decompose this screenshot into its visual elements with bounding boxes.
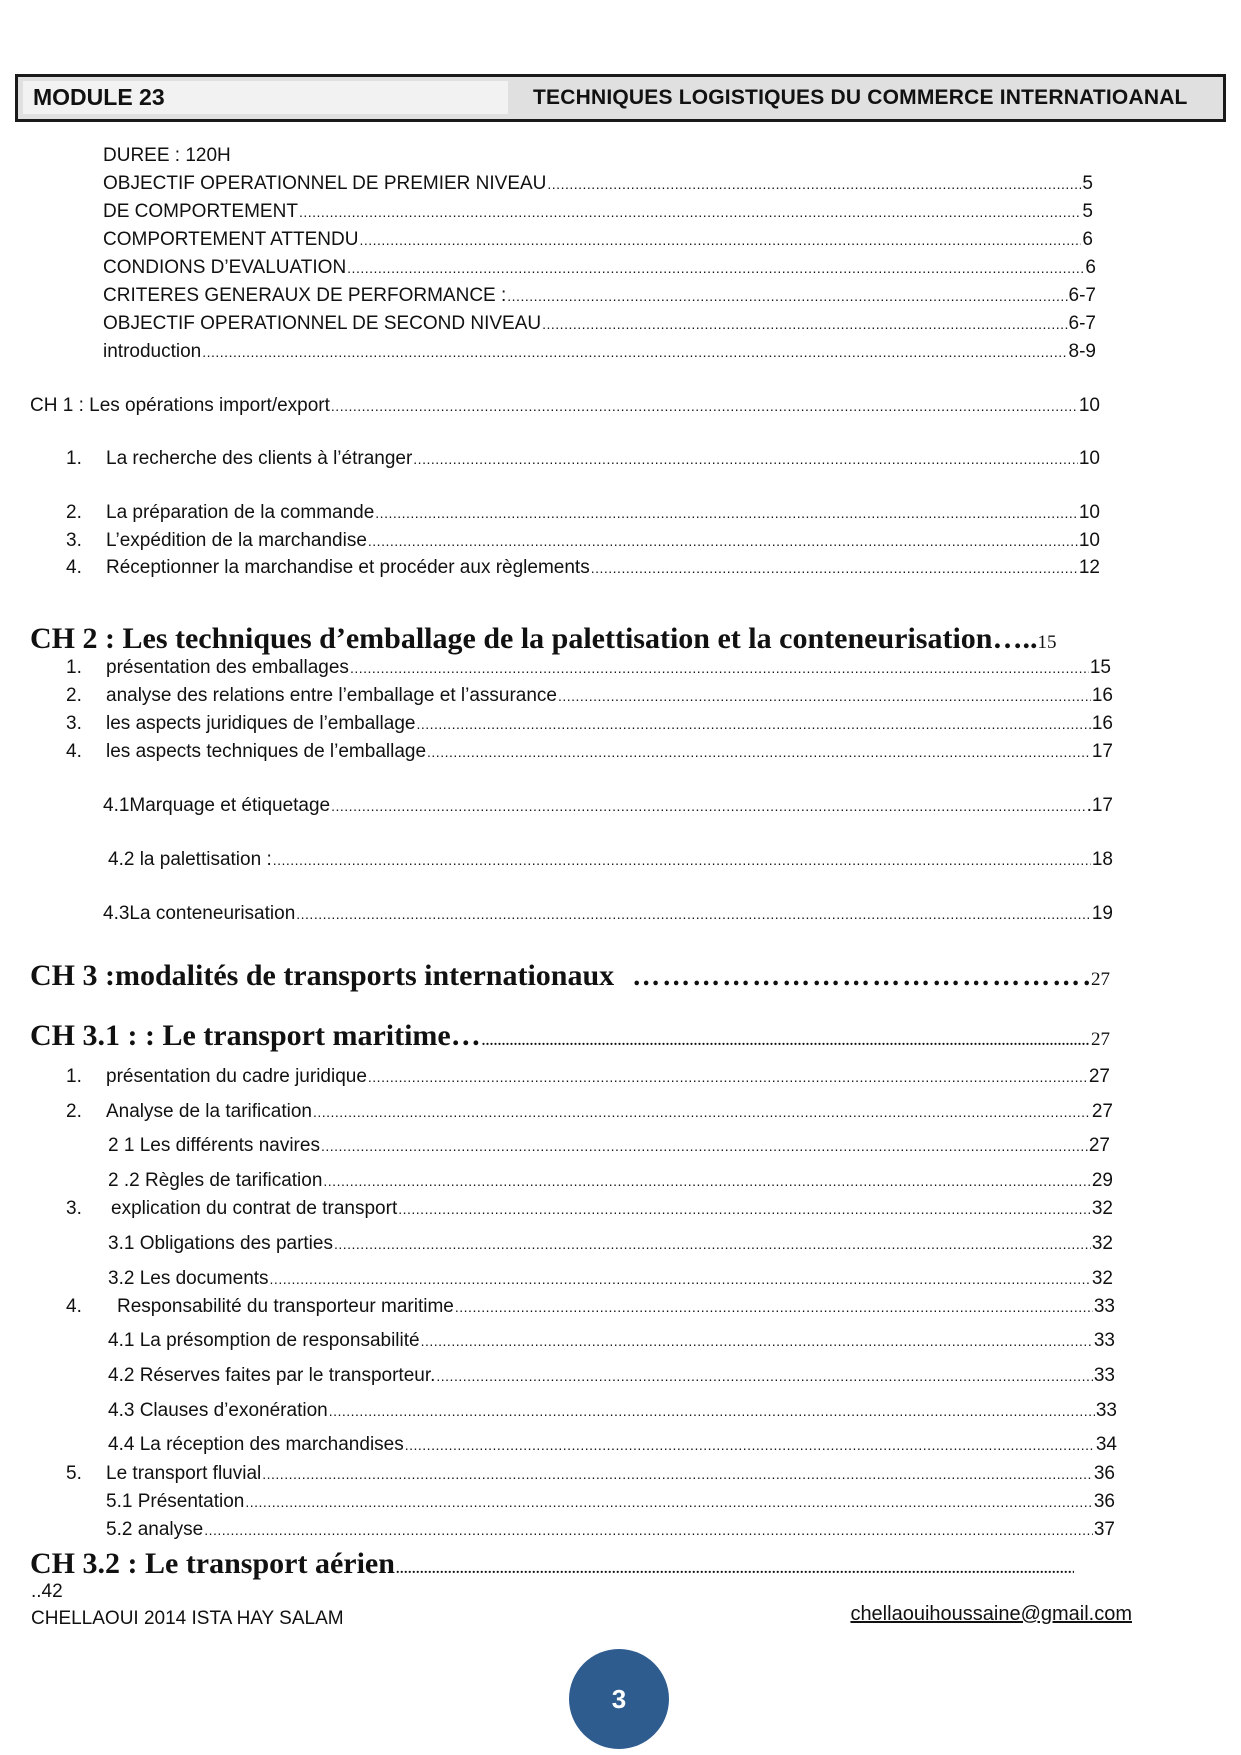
toc-number: 2. (66, 685, 82, 706)
toc-chapter-entry (30, 622, 1110, 656)
leader-dots (413, 451, 1078, 467)
toc-label: Analyse de la tarification (106, 1101, 312, 1122)
leader-dots (350, 660, 1089, 676)
toc-label: explication du contrat de transport (111, 1198, 398, 1219)
toc-chapter-entry (30, 1547, 1075, 1581)
toc-page: 10 (1078, 448, 1100, 469)
module-header (15, 74, 1226, 122)
toc-entry (108, 1434, 1117, 1456)
leader-dots (202, 344, 1067, 360)
page-number-badge (569, 1649, 669, 1749)
leader-dots (427, 744, 1091, 760)
toc-label: analyse des relations entre l’emballage et l’assurance (106, 685, 557, 706)
leader-dots (436, 1368, 1092, 1384)
toc-entry (103, 285, 1096, 307)
leader-dots (482, 1034, 1090, 1050)
toc-label: OBJECTIF OPERATIONNEL DE PREMIER NIVEAU (103, 173, 547, 194)
toc-entry (103, 903, 1113, 925)
toc-label: CH 2 : Les techniques d’emballage de la palettisation et la conteneurisation….. (30, 622, 1038, 655)
toc-label: 5.2 analyse (106, 1519, 204, 1540)
leader-dots (359, 232, 1081, 248)
toc-entry (66, 685, 1113, 707)
leader-dots (398, 1201, 1091, 1217)
toc-entry (103, 145, 231, 167)
toc-page: 32 (1091, 1198, 1113, 1219)
toc-entry (103, 795, 1113, 817)
toc-label: CH 3.2 : Le transport aérien (30, 1547, 395, 1580)
footer-author: CHELLAOUI 2014 ISTA HAY SALAM (31, 1608, 344, 1629)
toc-entry (103, 201, 1093, 223)
toc-label: 3.1 Obligations des parties (108, 1233, 333, 1254)
toc-entry (66, 1463, 1115, 1485)
toc-number: 1. (66, 1066, 82, 1087)
toc-label: 4.1 La présomption de responsabilité (108, 1330, 420, 1351)
leader-dots (455, 1299, 1093, 1315)
toc-page: .17 (1086, 795, 1113, 816)
toc-label: 2 .2 Règles de tarification (108, 1170, 323, 1191)
toc-page: 27 (1091, 969, 1110, 990)
toc-label: 2 1 Les différents navires (108, 1135, 320, 1156)
toc-label: 4.3La conteneurisation (103, 903, 296, 924)
toc-entry (108, 849, 1113, 871)
leader-dots (313, 1104, 1091, 1120)
toc-entry (108, 1233, 1113, 1255)
toc-entry (103, 313, 1096, 335)
toc-page: 15 (1037, 632, 1057, 653)
toc-label: COMPORTEMENT ATTENDU (103, 229, 359, 250)
leader-dots (331, 798, 1085, 814)
toc-number: 3. (66, 530, 82, 551)
leader-dots (591, 560, 1078, 576)
leader-dots (368, 533, 1078, 549)
leader-dots (331, 398, 1078, 414)
toc-page: 36 (1093, 1491, 1115, 1512)
leader-dots (547, 176, 1081, 192)
leader-dots (245, 1494, 1092, 1510)
toc-label: 5.1 Présentation (106, 1491, 245, 1512)
leader-dots (396, 1562, 1074, 1578)
toc-page: 33 (1095, 1400, 1117, 1421)
toc-label: DE COMPORTEMENT (103, 201, 298, 222)
toc-number: 2. (66, 502, 82, 523)
module-title: TECHNIQUES LOGISTIQUES DU COMMERCE INTERNATIOANAL (533, 86, 1188, 109)
toc-page: 17 (1091, 741, 1113, 762)
footer-email-link[interactable]: chellaouihoussaine@gmail.com (850, 1603, 1132, 1625)
toc-entry (66, 530, 1100, 552)
toc-label: 3.2 Les documents (108, 1268, 269, 1289)
toc-number: 4. (66, 557, 82, 578)
toc-label: Réceptionner la marchandise et procéder aux règlements (106, 557, 590, 578)
toc-label: 4.4 La réception des marchandises (108, 1434, 404, 1455)
toc-entry (66, 1101, 1113, 1123)
toc-number: 3. (66, 1198, 82, 1219)
toc-page: 27 (1091, 1029, 1110, 1050)
leader-dots (323, 1173, 1090, 1189)
toc-number: 3. (66, 713, 82, 734)
toc-entry (108, 1170, 1113, 1192)
toc-number: 2. (66, 1101, 82, 1122)
module-number: MODULE 23 (23, 81, 508, 114)
toc-label: 4.2 Réserves faites par le transporteur. (108, 1365, 436, 1386)
leader-dots (296, 906, 1091, 922)
page-number: 3 (611, 1683, 627, 1714)
toc-label: OBJECTIF OPERATIONNEL DE SECOND NIVEAU (103, 313, 542, 334)
toc-page: 27 (1088, 1066, 1110, 1087)
leader-dots (321, 1138, 1088, 1154)
toc-entry (66, 657, 1111, 679)
toc-entry (66, 1296, 1115, 1318)
toc-chapter-entry (30, 1019, 1110, 1053)
toc-number: 5. (66, 1463, 82, 1484)
toc-label: présentation des emballages (106, 657, 349, 678)
toc-entry (66, 713, 1113, 735)
toc-entry (66, 741, 1113, 763)
toc-page: 27 (1088, 1135, 1110, 1156)
toc-label: Responsabilité du transporteur maritime (117, 1296, 454, 1317)
toc-label: La recherche des clients à l’étranger (106, 448, 413, 469)
toc-label: CRITERES GENERAUX DE PERFORMANCE : (103, 285, 507, 306)
leader-dots (632, 961, 1090, 993)
toc-page: 16 (1091, 713, 1113, 734)
leader-dots (368, 1069, 1088, 1085)
toc-entry (108, 1400, 1117, 1422)
toc-page: 6 (1085, 257, 1096, 278)
toc-entry (66, 502, 1100, 524)
toc-page: 6-7 (1068, 285, 1096, 306)
leader-dots (405, 1437, 1095, 1453)
leader-dots (558, 688, 1091, 704)
toc-page: 37 (1093, 1519, 1115, 1540)
leader-dots (507, 288, 1067, 304)
toc-page: 10 (1078, 530, 1100, 551)
leader-dots (416, 716, 1090, 732)
toc-entry (108, 1268, 1113, 1290)
toc-number: 4. (66, 741, 82, 762)
toc-page: 16 (1091, 685, 1113, 706)
toc-page: 34 (1095, 1434, 1117, 1455)
leader-dots (204, 1522, 1093, 1538)
toc-label: Le transport fluvial (106, 1463, 262, 1484)
toc-page: 5 (1082, 173, 1093, 194)
toc-label: CH 3.1 : : Le transport maritime… (30, 1019, 481, 1052)
toc-page: 36 (1093, 1463, 1115, 1484)
toc-page: 10 (1078, 502, 1100, 523)
toc-label: L’expédition de la marchandise (106, 530, 367, 551)
toc-page: 33 (1093, 1296, 1115, 1317)
toc-label: présentation du cadre juridique (106, 1066, 367, 1087)
toc-chapter-entry (30, 959, 1110, 993)
toc-page: 32 (1091, 1268, 1113, 1289)
toc-trailing-page: ..42 (31, 1581, 63, 1602)
toc-label: 4.2 la palettisation : (108, 849, 272, 870)
toc-label: CH 3 :modalités de transports internationaux (30, 959, 615, 992)
leader-dots (329, 1403, 1095, 1419)
toc-number: 1. (66, 448, 82, 469)
toc-page: 33 (1093, 1330, 1115, 1351)
toc-label: 4.3 Clauses d’exonération (108, 1400, 328, 1421)
toc-page: 32 (1091, 1233, 1113, 1254)
toc-page: 27 (1091, 1101, 1113, 1122)
toc-page: 19 (1091, 903, 1113, 924)
toc-number: 4. (66, 1296, 82, 1317)
toc-page: 18 (1091, 849, 1113, 870)
toc-page: 5 (1082, 201, 1093, 222)
toc-label: CONDIONS D’EVALUATION (103, 257, 347, 278)
toc-label: CH 1 : Les opérations import/export (30, 395, 330, 416)
toc-entry (106, 1519, 1115, 1541)
toc-page: 6 (1082, 229, 1093, 250)
toc-label: introduction (103, 341, 202, 362)
toc-label: les aspects techniques de l’emballage (106, 741, 427, 762)
toc-page: 12 (1078, 557, 1100, 578)
leader-dots (273, 852, 1091, 868)
toc-entry (108, 1135, 1110, 1157)
toc-page: 10 (1078, 395, 1100, 416)
toc-label: les aspects juridiques de l’emballage (106, 713, 416, 734)
toc-label: DUREE : 120H (103, 145, 231, 166)
leader-dots (542, 316, 1067, 332)
toc-entry (66, 1066, 1110, 1088)
toc-label: La préparation de la commande (106, 502, 375, 523)
leader-dots (299, 204, 1081, 220)
toc-page: 6-7 (1068, 313, 1096, 334)
toc-entry (66, 1198, 1113, 1220)
toc-entry (108, 1330, 1115, 1352)
leader-dots (421, 1333, 1093, 1349)
leader-dots (262, 1466, 1093, 1482)
toc-page: 33 (1093, 1365, 1115, 1386)
toc-page: 8-9 (1068, 341, 1096, 362)
toc-entry (106, 1491, 1115, 1513)
toc-label: 4.1Marquage et étiquetage (103, 795, 331, 816)
toc-page: 15 (1089, 657, 1111, 678)
toc-entry (108, 1365, 1115, 1387)
toc-entry (66, 448, 1100, 470)
toc-entry (103, 229, 1093, 251)
leader-dots (270, 1271, 1091, 1287)
leader-dots (347, 260, 1084, 276)
toc-entry (66, 557, 1100, 579)
leader-dots (334, 1236, 1091, 1252)
toc-entry (103, 173, 1093, 195)
toc-entry (103, 341, 1096, 363)
toc-number: 1. (66, 657, 82, 678)
toc-chapter-entry (30, 395, 1100, 417)
leader-dots (375, 505, 1078, 521)
toc-page: 29 (1091, 1170, 1113, 1191)
toc-entry (103, 257, 1096, 279)
